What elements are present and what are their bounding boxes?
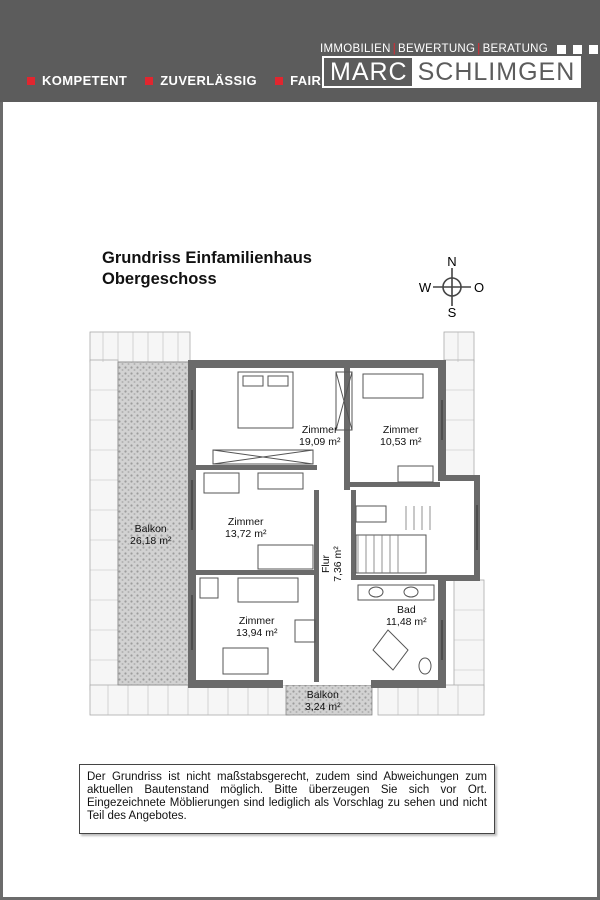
logo-last-name: SCHLIMGEN (412, 58, 581, 86)
tagline (27, 73, 321, 88)
compass-n: N (447, 256, 457, 269)
service-bewertung: BEWERTUNG (398, 43, 476, 55)
red-square-icon (145, 77, 153, 85)
room-label: Zimmer 13,72 m² (225, 516, 267, 540)
service-beratung: BERATUNG (482, 43, 549, 55)
service-separator: | (477, 43, 481, 55)
disclaimer-box: Der Grundriss ist nicht maßstabsgerecht, zudem sind Abweichungen zum aktuellen Bautenstand möglich. Bitte überzeugen Sie sich vor Ort. Eingezeichnete Möblierungen sind lediglich als Vorschlag zu sehen und nicht Teil des Angebotes. (79, 764, 495, 834)
room-label: Zimmer 13,94 m² (236, 615, 278, 639)
floor-plan (88, 330, 488, 722)
compass-w: W (418, 280, 432, 295)
tagline-item: FAIR (275, 73, 321, 88)
red-square-icon (275, 77, 283, 85)
logo-first-name: MARC (330, 57, 408, 86)
service-immobilien: IMMOBILIEN (320, 43, 391, 55)
compass-s: S (447, 305, 457, 318)
room-label: Flur 7,36 m² (319, 546, 344, 582)
services-line (320, 43, 600, 55)
tagline-item: ZUVERLÄSSIG (145, 73, 257, 88)
room-label: Zimmer 19,09 m² (299, 424, 341, 448)
tagline-item: KOMPETENT (27, 73, 127, 88)
room-label: Bad 11,48 m² (386, 604, 427, 628)
service-separator: | (392, 43, 397, 55)
compass-o: O (473, 280, 485, 295)
plan-title-line2: Obergeschoss (102, 270, 217, 288)
company-logo (322, 56, 581, 88)
room-label: Balkon 26,18 m² (130, 523, 172, 547)
plan-title-line1: Grundriss Einfamilienhaus (102, 249, 312, 267)
header-bar (0, 0, 600, 102)
decor-squares (557, 45, 600, 54)
room-label: Zimmer 10,53 m² (380, 424, 422, 448)
red-square-icon (27, 77, 35, 85)
compass-icon (418, 256, 486, 318)
plan-title (102, 248, 312, 290)
room-label: Balkon 3,24 m² (305, 689, 341, 713)
